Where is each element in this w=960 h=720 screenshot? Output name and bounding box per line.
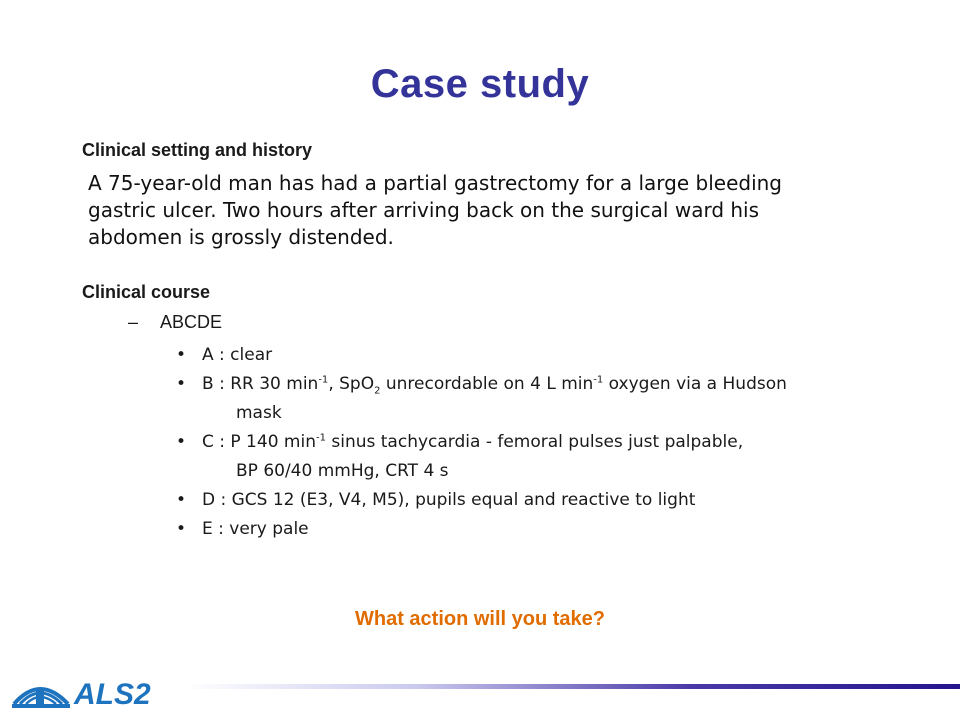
bullet-c-part2: sinus tachycardia - femoral pulses just palpable, <box>325 432 744 452</box>
bullet-b-part1: B : RR 30 min <box>202 374 319 394</box>
bullet-c <box>176 428 896 486</box>
bullet-a-text: A : clear <box>202 345 273 365</box>
history-heading: Clinical setting and history <box>82 140 313 160</box>
bullet-b-part3: unrecordable on 4 L min <box>380 374 594 394</box>
history-text: A 75-year-old man has had a partial gastrectomy for a large bleeding gastric ulcer. Two hours after arriving back on the surgical ward his abdomen is grossly distended. <box>88 171 782 249</box>
bullet-b-continuation: mask <box>236 403 282 423</box>
dash-marker: – <box>128 312 139 332</box>
bullet-dot: • <box>176 432 187 452</box>
bullet-b-sup2: -1 <box>593 374 604 386</box>
bullet-b-sup1: -1 <box>318 374 329 386</box>
bullet-d <box>176 486 896 515</box>
slide-title: Case study <box>370 62 590 106</box>
bullet-c-text <box>202 432 743 452</box>
bullet-d-text: D : GCS 12 (E3, V4, M5), pupils equal and reactive to light <box>202 490 696 510</box>
abcde-label: ABCDE <box>160 312 223 332</box>
logo-dome-icon <box>12 688 70 708</box>
bullet-b-part4: oxygen via a Hudson <box>603 374 787 394</box>
bullet-dot: • <box>176 519 187 539</box>
bullet-b <box>176 370 896 428</box>
als2-logo <box>10 668 180 712</box>
bullet-c-continuation: BP 60/40 mmHg, CRT 4 s <box>236 461 449 481</box>
bullet-e-text: E : very pale <box>202 519 309 539</box>
bullet-b-text <box>202 374 787 397</box>
bullet-a <box>176 341 896 370</box>
bullet-dot: • <box>176 374 187 394</box>
action-question: What action will you take? <box>354 608 606 630</box>
abcde-row <box>128 312 222 333</box>
bullet-b-sub1: 2 <box>374 385 381 397</box>
bullet-e <box>176 515 896 544</box>
bullet-dot: • <box>176 345 187 365</box>
bullet-b-part2: , SpO <box>328 374 375 394</box>
abcde-list <box>176 341 896 544</box>
bullet-c-part1: C : P 140 min <box>202 432 316 452</box>
logo-text: ALS2 <box>74 678 151 711</box>
bullet-dot: • <box>176 490 187 510</box>
bullet-c-sup1: -1 <box>315 432 326 444</box>
course-heading: Clinical course <box>82 282 211 302</box>
footer-gradient-bar <box>185 684 960 689</box>
